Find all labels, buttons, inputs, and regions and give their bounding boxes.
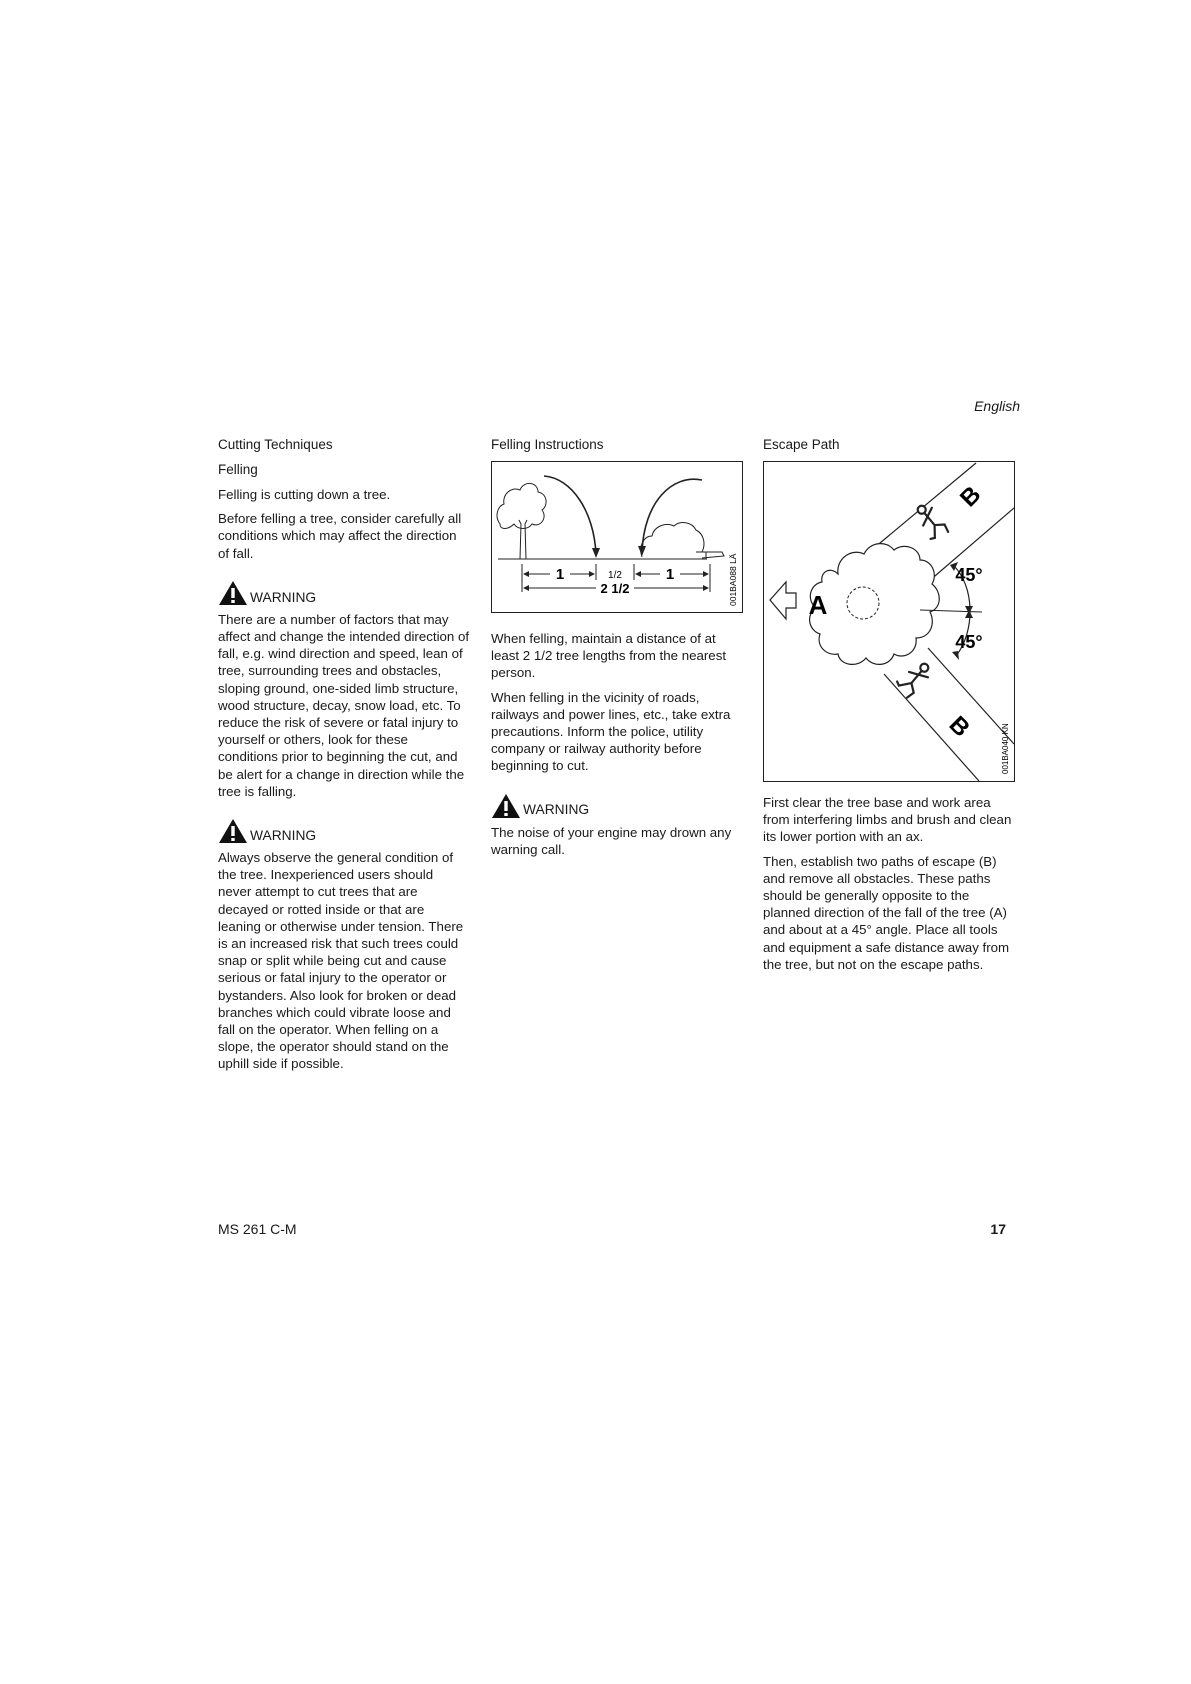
page-number: 17	[990, 1221, 1006, 1237]
warning-label: WARNING	[250, 589, 317, 605]
subsection-heading: Felling	[218, 462, 258, 477]
section-heading: Cutting Techniques	[218, 437, 333, 452]
warning-text: There are a number of factors that may affect and change the intended direction of fall, e.g. wind direction and speed, lean of tree, surrounding trees and obstacles, sloping ground, one-sided limb structure, wood structure, decay, snow load, etc. To reduce the risk of severe or fatal injury to yourself or others, look for these conditions prior to beginning the cut, and be alert for a change in direction while the tree is falling.	[218, 611, 470, 799]
paragraph: Felling is cutting down a tree.	[218, 487, 391, 502]
felling-distance-diagram	[492, 462, 742, 612]
paragraph: Before felling a tree, consider carefully all conditions which may affect the direction of fall.	[218, 511, 462, 561]
footer-model: MS 261 C-M	[218, 1221, 297, 1237]
figure-code: 001BA040 KN	[1001, 723, 1010, 774]
paragraph: When felling, maintain a distance of at least 2 1/2 tree lengths from the nearest person.	[491, 631, 727, 681]
running-person-icon	[893, 657, 934, 700]
warning-text: Always observe the general condition of the tree. Inexperienced users should never attempt to cut trees that are decayed or rotted inside or that are leaning or otherwise under tension. There is an increased risk that such trees could snap or split while being cut and cause serious or fatal injury to the operator or bystanders. Also look for broken or dead branches which could vibrate loose and fall on the operator. When felling on a slope, the operator should stand on the uphill side if possible.	[218, 850, 464, 1072]
label-b-top: B	[955, 481, 987, 513]
dimension-label-left: 1	[555, 566, 565, 583]
label-a: A	[808, 590, 828, 620]
warning-text: The noise of your engine may drown any warning call.	[491, 824, 732, 857]
fallen-tree-drawing	[641, 523, 724, 559]
column-cutting-techniques	[218, 436, 470, 1080]
section-heading: Escape Path	[763, 437, 840, 452]
language-label: English	[974, 398, 1020, 414]
column-felling-instructions	[491, 436, 743, 865]
tree-crown-outline	[810, 544, 940, 665]
warning-header	[218, 818, 470, 844]
felling-distance-figure	[491, 461, 743, 613]
warning-icon	[218, 818, 248, 844]
running-person-icon	[910, 501, 951, 544]
angle-label-bottom: 45°	[955, 632, 983, 652]
dimension-label-right: 1	[665, 566, 675, 583]
warning-label: WARNING	[523, 802, 590, 818]
warning-header	[491, 793, 743, 819]
dimension-label-total: 2 1/2	[600, 581, 630, 596]
angle-label-top: 45°	[955, 565, 983, 585]
label-b-bottom: B	[943, 711, 975, 743]
fall-direction-arrow	[770, 582, 796, 619]
figure-code: 001BA088 LÄ	[728, 553, 738, 606]
paragraph: First clear the tree base and work area from interfering limbs and brush and clean its lower portion with an ax.	[763, 795, 1012, 845]
warning-header	[218, 580, 470, 606]
escape-path-diagram	[764, 462, 1014, 781]
escape-path-figure	[763, 461, 1015, 782]
section-heading: Felling Instructions	[491, 437, 604, 452]
paragraph: Then, establish two paths of escape (B) and remove all obstacles. These paths should be generally opposite to the planned direction of the fall of the tree (A) and about at a 45° angle. Place all tools and equipment a safe distance away from the tree, but not on the escape paths.	[763, 853, 1010, 972]
paragraph: When felling in the vicinity of roads, railways and power lines, etc., take extra precautions. Inform the police, utility company or railway authority before beginning to cut.	[491, 689, 731, 774]
standing-tree-drawing	[497, 483, 546, 559]
warning-icon	[218, 580, 248, 606]
warning-label: WARNING	[250, 827, 317, 843]
dimension-label-half: 1/2	[608, 570, 622, 581]
column-escape-path	[763, 436, 1015, 980]
warning-icon	[491, 793, 521, 819]
